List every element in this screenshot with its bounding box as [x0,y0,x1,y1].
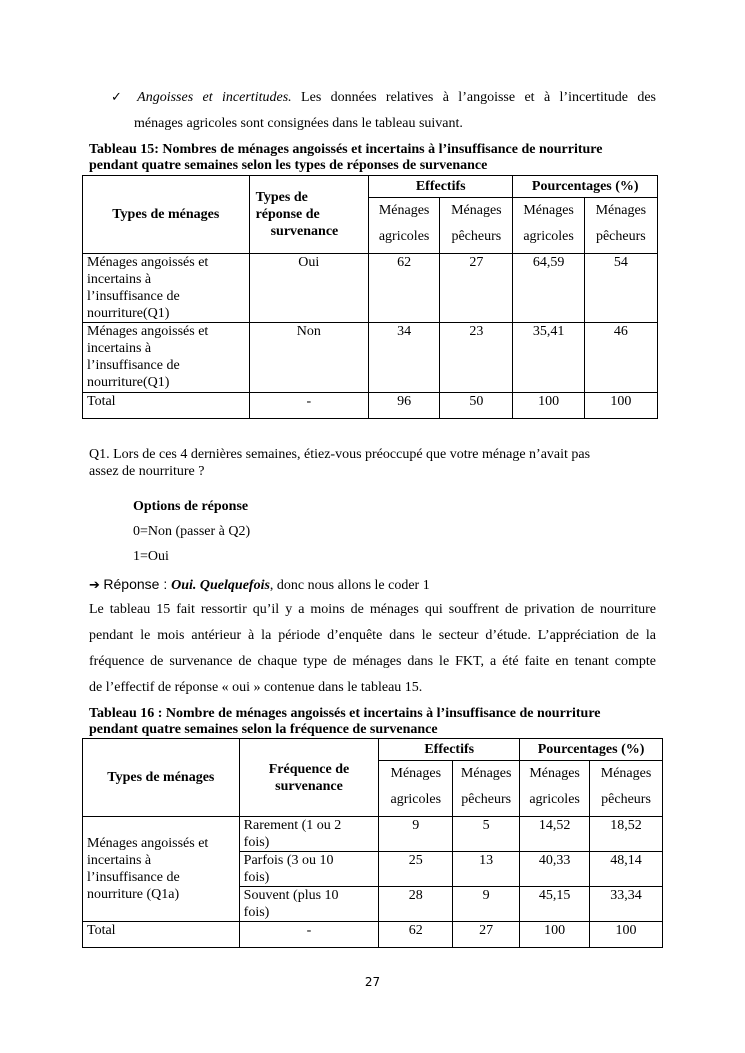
table-15 [82,175,658,419]
table16-sub-pct-agricoles: Ménages agricoles [520,761,590,817]
intro-paragraph [111,85,656,137]
cell: 62 [368,254,439,323]
cell: 100 [590,922,663,948]
cell: 14,52 [520,817,590,852]
table-total-row [83,393,658,419]
table16-header-types: Types de ménages [83,739,240,817]
table15-header-reponse: Types de réponse de survenance [249,176,368,254]
arrow-right-icon: ➔ [89,578,100,593]
cell: 48,14 [590,852,663,887]
intro-title: Angoisses et incertitudes. [137,90,292,105]
row-type: Oui [249,254,368,323]
table16-caption-line1: Tableau 16 : Nombre de ménages angoissés et incertains à l’insuffisance de nourriture [89,706,601,721]
body-line1: Le tableau 15 fait ressortir qu’il y a moins de ménages qui souffrent de privation de nourriture [89,602,656,617]
table-row [83,254,658,323]
table16-sub-menages-pecheurs: Ménages pêcheurs [453,761,520,817]
body-line2: pendant le mois antérieur à la période d’enquête dans le secteur d’étude. L’appréciation de la [89,628,656,643]
body-line4: de l’effectif de réponse « oui » contenue dans le tableau 15. [89,680,423,695]
cell: 54 [584,254,657,323]
response-prefix: Réponse : [103,576,172,592]
table16-header-pourcentages: Pourcentages (%) [520,739,663,761]
table15-header-effectifs: Effectifs [368,176,512,198]
cell: 25 [379,852,453,887]
body-line3: fréquence de survenance de chaque type de ménages dans le FKT, a été faite en tenant compte [89,654,656,669]
cell: 64,59 [513,254,584,323]
cell: 100 [513,393,584,419]
row-frequence: Rarement (1 ou 2 fois) [239,817,379,852]
total-label: Total [83,922,240,948]
row-label: Ménages angoissés et incertains à l’insuffisance de nourriture(Q1) [83,323,250,393]
table16-header-frequence: Fréquence de survenance [239,739,379,817]
row-frequence: Parfois (3 ou 10 fois) [239,852,379,887]
cell: 96 [368,393,439,419]
page-number: 27 [364,975,381,989]
total-label: Total [83,393,250,419]
cell: 50 [440,393,513,419]
cell: 9 [379,817,453,852]
total-type: - [239,922,379,948]
table16-sub-pct-pecheurs: Ménages pêcheurs [590,761,663,817]
table15-sub-menages-agricoles: Ménages agricoles [368,198,439,254]
cell: 28 [379,887,453,922]
table-row [83,323,658,393]
intro-line2: ménages agricoles sont consignées dans le tableau suivant. [134,116,463,131]
response-suffix: , donc nous allons le coder 1 [269,578,430,593]
row-label: Ménages angoissés et incertains à l’insuffisance de nourriture(Q1) [83,254,250,323]
table15-caption-line1: Tableau 15: Nombres de ménages angoissés et incertains à l’insuffisance de nourriture [89,142,603,157]
table15-sub-menages-pecheurs: Ménages pêcheurs [440,198,513,254]
q1-line1: Q1. Lors de ces 4 dernières semaines, étiez-vous préoccupé que votre ménage n’avait pas [89,447,591,462]
cell: 27 [453,922,520,948]
cell: 33,34 [590,887,663,922]
cell: 40,33 [520,852,590,887]
q1-question [89,446,659,480]
table15-caption-line2: pendant quatre semaines selon les types de réponses de survenance [89,158,488,173]
cell: 5 [453,817,520,852]
cell: 23 [440,323,513,393]
table16-header-effectifs: Effectifs [379,739,520,761]
table15-sub-pct-pecheurs: Ménages pêcheurs [584,198,657,254]
total-type: - [249,393,368,419]
option-1: 1=Oui [133,549,169,564]
table-total-row [83,922,663,948]
table16-caption-line2: pendant quatre semaines selon la fréquence de survenance [89,722,438,737]
table-16 [82,738,663,948]
cell: 34 [368,323,439,393]
option-0: 0=Non (passer à Q2) [133,524,251,539]
body-paragraph [89,597,656,701]
cell: 27 [440,254,513,323]
table-row [83,817,663,852]
table15-header-pourcentages: Pourcentages (%) [513,176,658,198]
cell: 35,41 [513,323,584,393]
row-type: Non [249,323,368,393]
table16-sub-menages-agricoles: Ménages agricoles [379,761,453,817]
response-line [89,573,430,597]
cell: 100 [584,393,657,419]
table15-sub-pct-agricoles: Ménages agricoles [513,198,584,254]
table15-header-types: Types de ménages [83,176,250,254]
options-block [133,494,250,569]
cell: 46 [584,323,657,393]
cell: 9 [453,887,520,922]
table16-caption [89,706,664,738]
intro-line1: Les données relatives à l’angoisse et à l’incertitude des [301,90,657,105]
cell: 100 [520,922,590,948]
cell: 13 [453,852,520,887]
q1-line2: assez de nourriture ? [89,464,205,479]
row-frequence: Souvent (plus 10 fois) [239,887,379,922]
row-group-label: Ménages angoissés et incertains à l’insuffisance de nourriture (Q1a) [83,817,240,922]
table15-caption [89,142,659,174]
cell: 18,52 [590,817,663,852]
options-title: Options de réponse [133,499,249,514]
cell: 45,15 [520,887,590,922]
response-answer: Oui. Quelquefois [171,578,270,593]
cell: 62 [379,922,453,948]
checkmark-icon: ✓ [111,90,128,105]
